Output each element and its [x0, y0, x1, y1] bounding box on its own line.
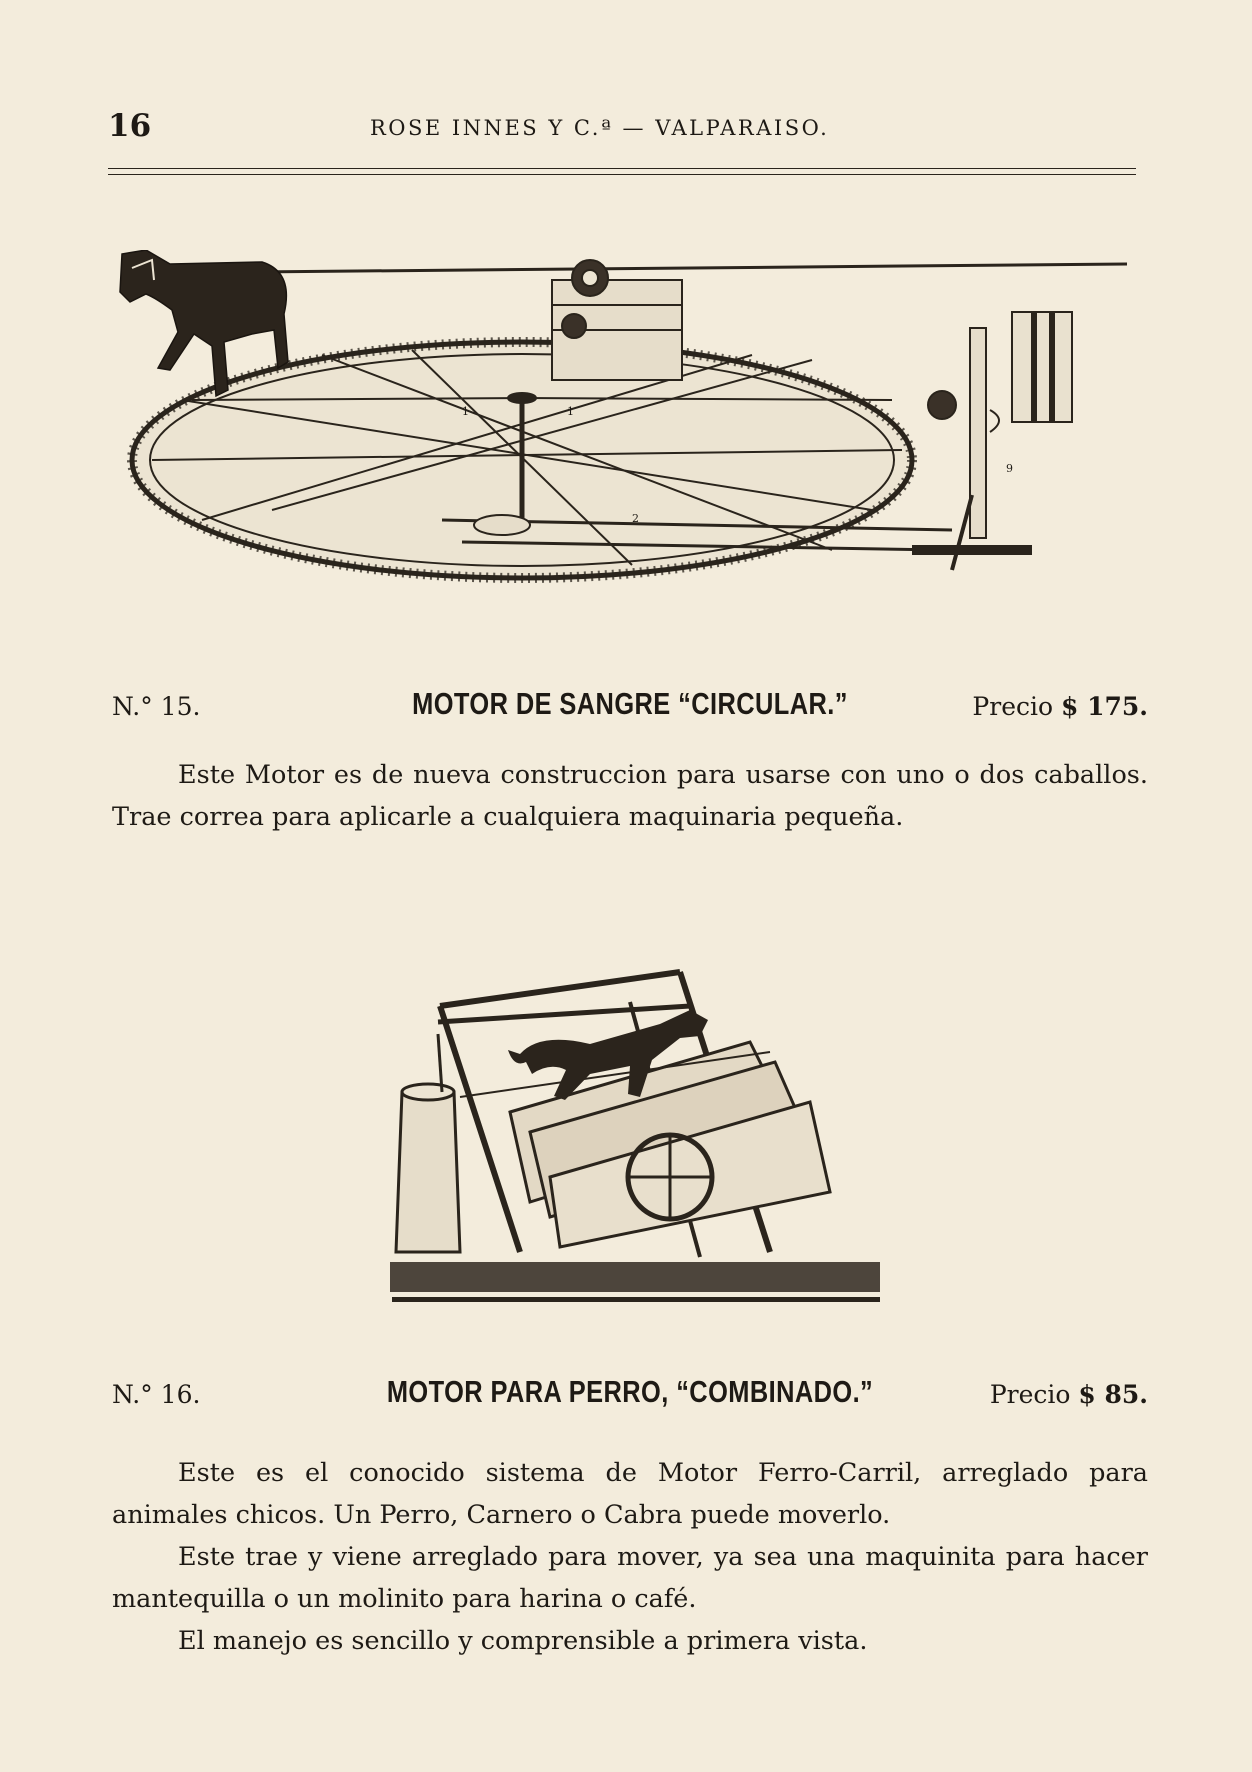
figure-label: 1 [462, 405, 469, 418]
paragraph-text: Este trae y viene arreglado para mover, ya sea una maquinita para hacer mantequilla o un molinito para harina o café. [112, 1542, 1148, 1614]
entry-title: MOTOR DE SANGRE “CIRCULAR.” [412, 686, 848, 721]
entry-number: N.° 15. [112, 692, 201, 721]
entry-description [112, 1452, 1148, 1536]
running-title: ROSE INNES Y C.ª — VALPARAISO. [370, 116, 830, 140]
header-rule-top [108, 168, 1136, 169]
price-value: $ 85. [1078, 1380, 1148, 1409]
figure-label: 9 [1006, 462, 1013, 475]
entry-description [112, 754, 1148, 838]
header-rule-bottom [108, 174, 1136, 175]
horse-power-illustration [112, 250, 1142, 630]
dog-treadmill-illustration [390, 962, 880, 1302]
entry-description [112, 1620, 1148, 1662]
entry-price [972, 692, 1148, 721]
paragraph-text: Este es el conocido sistema de Motor Ferro-Carril, arreglado para animales chicos. Un Perro, Carnero o Cabra puede moverlo. [112, 1458, 1148, 1530]
entry-number: N.° 16. [112, 1380, 201, 1409]
figure-label: 1 [567, 405, 574, 418]
paragraph-text: El manejo es sencillo y comprensible a primera vista. [178, 1626, 868, 1656]
price-label: Precio [989, 1380, 1071, 1409]
entry-description [112, 1536, 1148, 1620]
entry-price [990, 1380, 1148, 1409]
paragraph-text: Este Motor es de nueva construccion para usarse con uno o dos caballos. Trae correa para aplicarle a cualquiera maquinaria pequeña. [112, 760, 1148, 832]
page-number: 16 [108, 108, 152, 144]
entry-header-15 [112, 686, 1148, 730]
price-value: $ 175. [1061, 692, 1148, 721]
running-head [108, 108, 1138, 148]
figure-label: 2 [632, 512, 639, 525]
entry-title: MOTOR PARA PERRO, “COMBINADO.” [386, 1374, 874, 1409]
entry-header-16 [112, 1374, 1148, 1418]
price-label: Precio [972, 692, 1054, 721]
